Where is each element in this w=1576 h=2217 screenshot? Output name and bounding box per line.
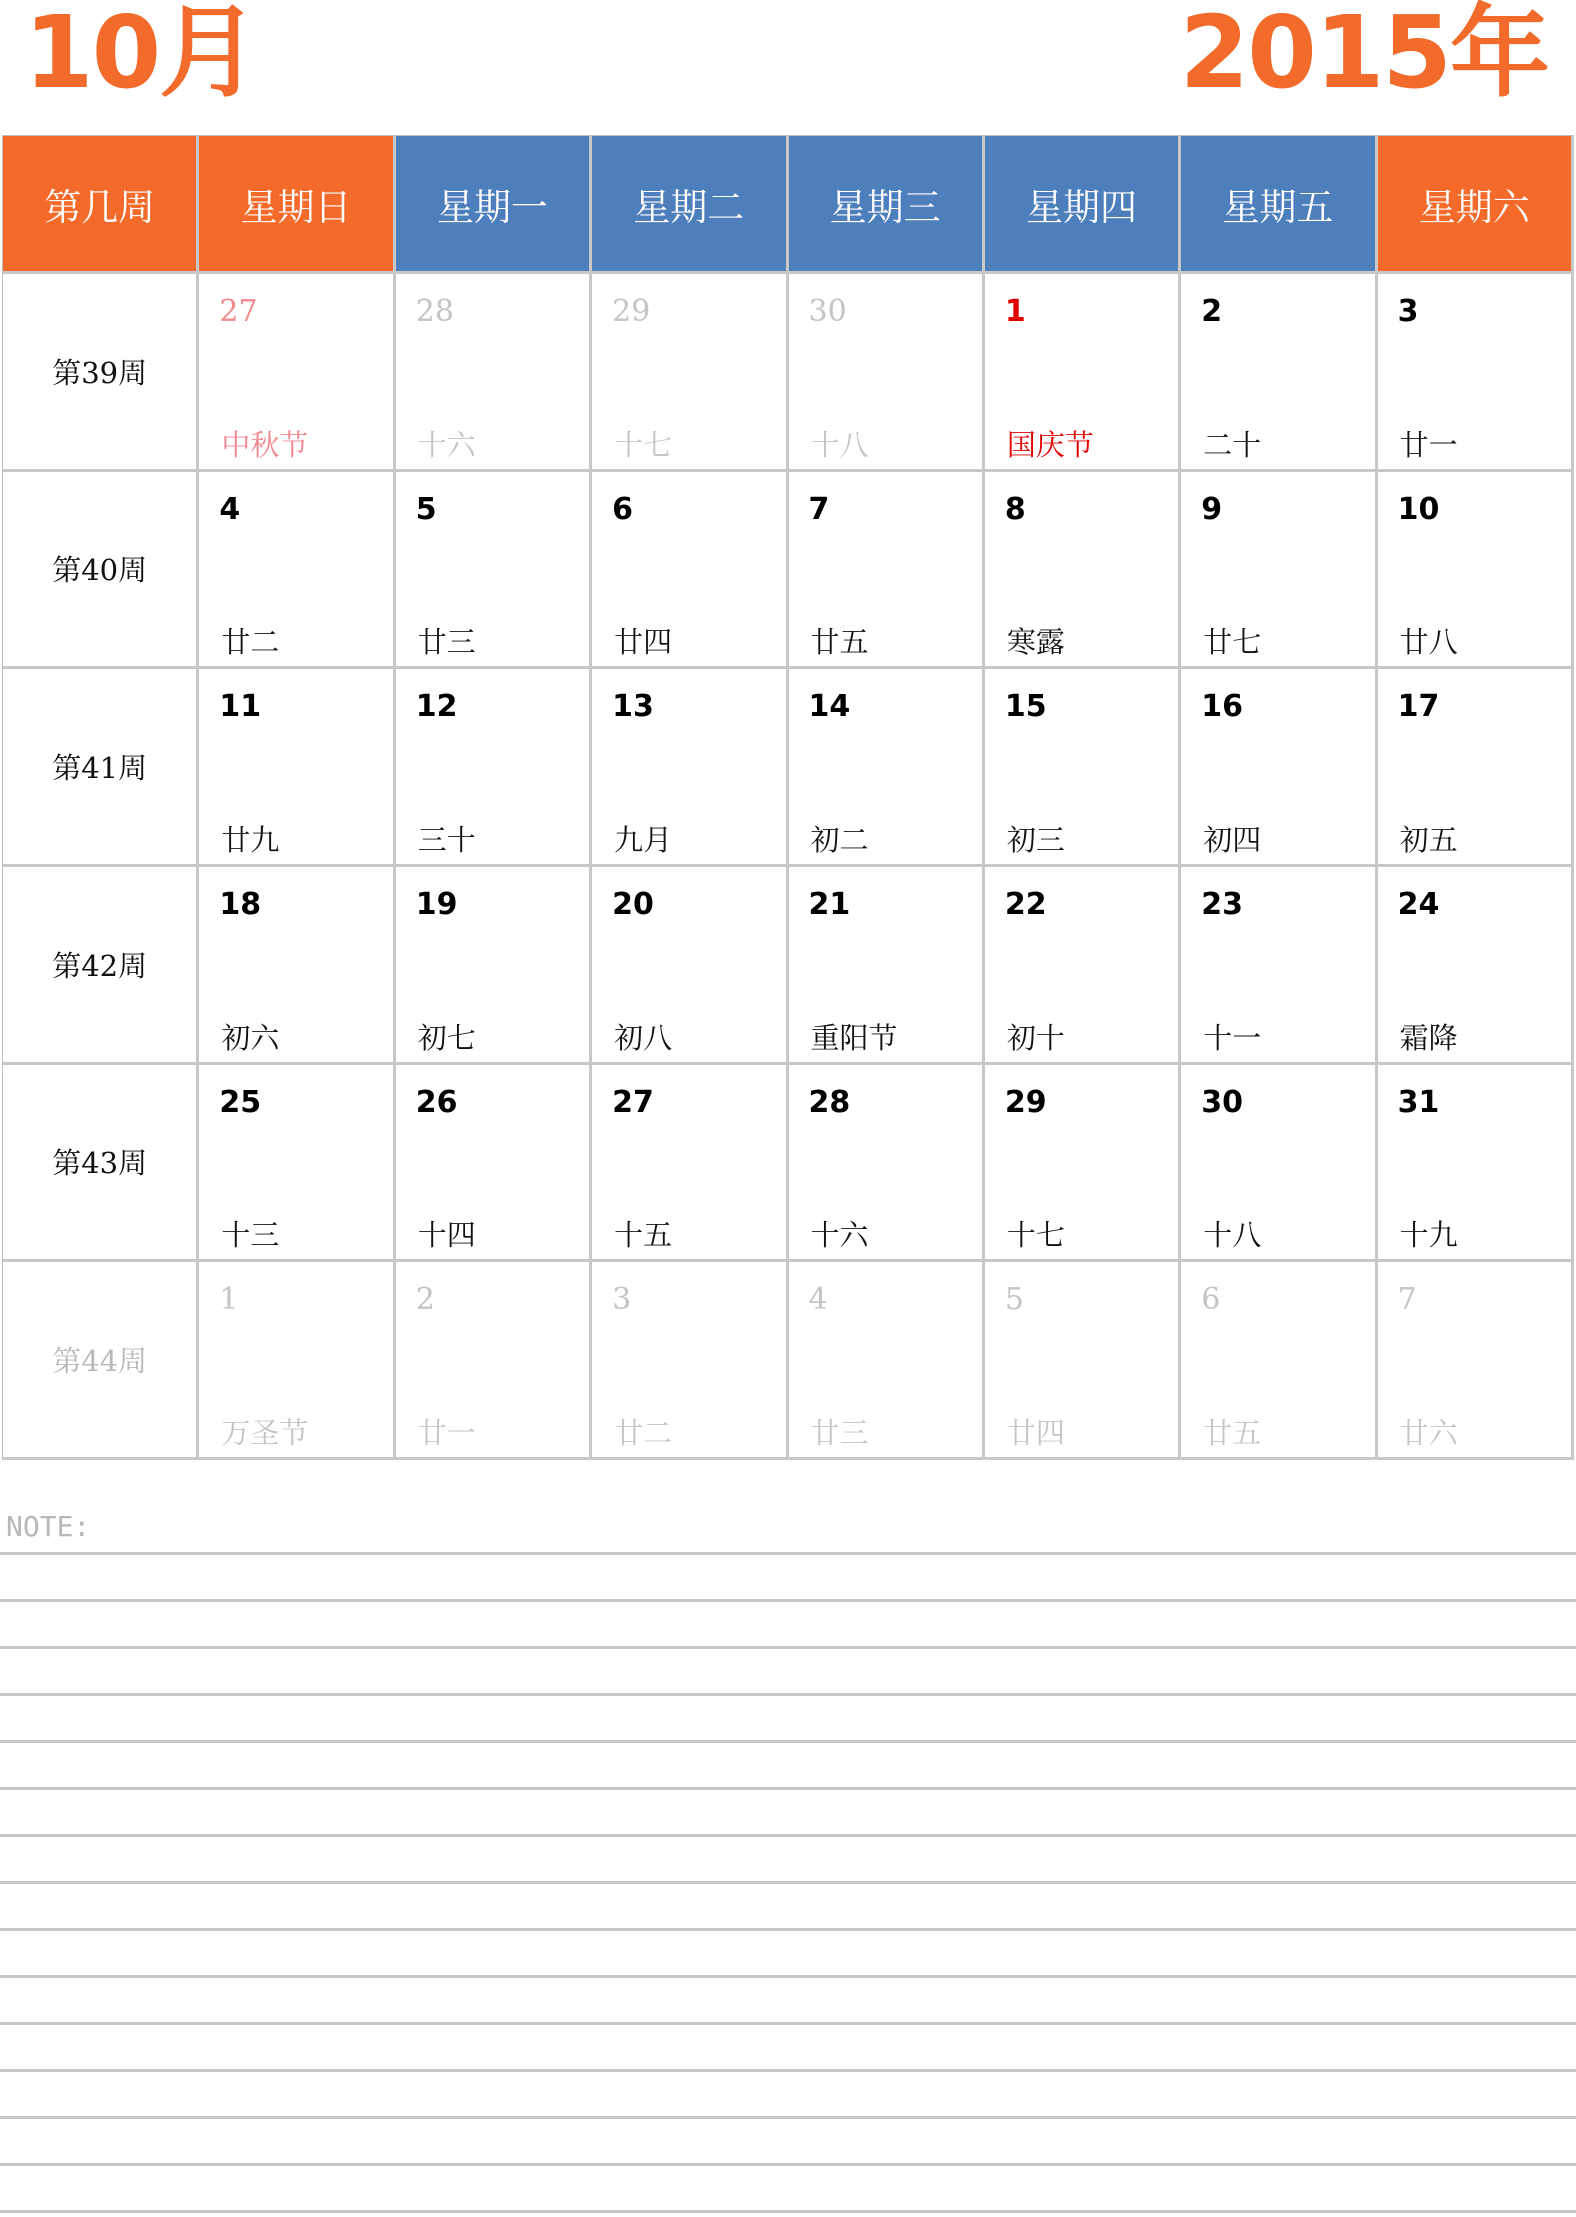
day-cell[interactable] xyxy=(592,669,788,867)
lunar-date: 初八 xyxy=(614,1020,673,1055)
day-number: 30 xyxy=(808,294,847,329)
day-number: 31 xyxy=(1397,1084,1440,1120)
lunar-date: 初七 xyxy=(417,1020,476,1055)
day-number: 8 xyxy=(1004,491,1026,527)
lunar-date: 廿五 xyxy=(1203,1416,1262,1450)
note-line xyxy=(0,1928,1576,1931)
day-cell[interactable] xyxy=(1181,274,1377,472)
day-number: 3 xyxy=(1397,294,1419,329)
day-cell[interactable] xyxy=(1378,867,1574,1065)
day-cell[interactable] xyxy=(789,472,985,670)
month-title: 10月 xyxy=(24,0,258,111)
lunar-date: 十六 xyxy=(810,1218,869,1253)
day-number: 23 xyxy=(1201,887,1243,922)
day-cell[interactable] xyxy=(1181,1065,1377,1263)
day-cell[interactable] xyxy=(789,1262,985,1460)
day-number: 18 xyxy=(219,887,262,922)
day-cell[interactable] xyxy=(789,669,985,867)
day-number: 9 xyxy=(1201,491,1223,527)
note-line xyxy=(0,2163,1576,2166)
lunar-date: 十七 xyxy=(614,427,673,462)
day-number: 19 xyxy=(415,887,458,922)
day-cell[interactable] xyxy=(789,274,985,472)
month-grid xyxy=(2,135,1574,1460)
day-cell[interactable] xyxy=(592,1065,788,1263)
day-cell[interactable] xyxy=(985,1065,1181,1263)
lunar-date: 三十 xyxy=(417,823,476,857)
lunar-date: 十八 xyxy=(1203,1218,1262,1253)
day-number: 14 xyxy=(808,689,851,725)
day-number: 30 xyxy=(1201,1084,1243,1120)
weekday-header: 星期三 xyxy=(789,136,985,274)
day-cell[interactable] xyxy=(592,274,788,472)
day-number: 13 xyxy=(612,689,654,725)
day-number: 24 xyxy=(1397,887,1440,922)
weekday-header: 星期日 xyxy=(199,136,395,274)
lunar-date: 初四 xyxy=(1203,823,1262,857)
day-number: 4 xyxy=(219,491,241,527)
lunar-date: 万圣节 xyxy=(221,1416,309,1450)
day-number: 11 xyxy=(219,689,262,725)
day-number: 25 xyxy=(219,1084,262,1120)
note-line xyxy=(0,1646,1576,1649)
note-line xyxy=(0,1599,1576,1602)
day-cell[interactable] xyxy=(1378,274,1574,472)
day-cell[interactable] xyxy=(1181,669,1377,867)
day-cell[interactable] xyxy=(592,1262,788,1460)
note-line xyxy=(0,2210,1576,2213)
day-number: 2 xyxy=(415,1282,435,1318)
day-number: 22 xyxy=(1004,887,1047,922)
lunar-date: 初十 xyxy=(1006,1020,1065,1055)
lunar-date: 廿七 xyxy=(1203,625,1262,660)
weekday-header: 星期六 xyxy=(1378,136,1574,274)
note-line xyxy=(0,2069,1576,2072)
day-cell[interactable] xyxy=(396,1262,592,1460)
lunar-date: 廿二 xyxy=(614,1416,673,1450)
week-number-header: 第几周 xyxy=(3,136,199,274)
day-cell[interactable] xyxy=(1181,1262,1377,1460)
lunar-date: 霜降 xyxy=(1399,1020,1458,1055)
note-line xyxy=(0,2116,1576,2119)
weekday-header: 星期四 xyxy=(985,136,1181,274)
day-number: 29 xyxy=(612,294,651,329)
day-cell[interactable] xyxy=(199,1065,395,1263)
day-number: 1 xyxy=(219,1282,239,1318)
lunar-date: 寒露 xyxy=(1006,625,1065,660)
weekday-header: 星期一 xyxy=(396,136,592,274)
lunar-date: 十四 xyxy=(417,1218,476,1253)
lunar-date: 廿一 xyxy=(1399,427,1458,462)
lunar-date: 重阳节 xyxy=(810,1020,898,1055)
notes-label: NOTE: xyxy=(6,1510,91,1543)
weekday-header: 星期五 xyxy=(1181,136,1377,274)
day-cell[interactable] xyxy=(199,1262,395,1460)
week-number-cell: 第41周 xyxy=(3,669,199,867)
note-line xyxy=(0,1787,1576,1790)
day-number: 17 xyxy=(1397,689,1440,725)
day-cell[interactable] xyxy=(1378,472,1574,670)
lunar-date: 二十 xyxy=(1203,427,1262,462)
day-number: 26 xyxy=(415,1084,458,1120)
day-cell[interactable] xyxy=(1181,472,1377,670)
day-number: 5 xyxy=(415,491,437,527)
day-cell[interactable] xyxy=(592,472,788,670)
lunar-date: 九月 xyxy=(614,823,673,857)
day-number: 15 xyxy=(1004,689,1047,725)
day-number: 27 xyxy=(219,294,258,329)
day-number: 7 xyxy=(1397,1282,1417,1318)
lunar-date: 廿四 xyxy=(614,625,673,660)
day-number: 20 xyxy=(612,887,654,922)
note-line xyxy=(0,1740,1576,1743)
day-number: 6 xyxy=(1201,1282,1221,1318)
lunar-date: 廿三 xyxy=(810,1416,869,1450)
day-cell[interactable] xyxy=(199,472,395,670)
note-line xyxy=(0,1834,1576,1837)
day-cell[interactable] xyxy=(1181,867,1377,1065)
lunar-date: 廿六 xyxy=(1399,1416,1458,1450)
lunar-date: 廿三 xyxy=(417,625,476,660)
note-line xyxy=(0,2022,1576,2025)
lunar-date: 初五 xyxy=(1399,823,1458,857)
day-cell[interactable] xyxy=(396,472,592,670)
day-cell[interactable] xyxy=(396,1065,592,1263)
lunar-date: 中秋节 xyxy=(221,427,309,462)
lunar-date: 初三 xyxy=(1006,823,1065,857)
day-cell[interactable] xyxy=(199,669,395,867)
year-title: 2015年 xyxy=(1179,0,1548,111)
lunar-date: 十五 xyxy=(614,1218,673,1253)
day-cell[interactable] xyxy=(789,1065,985,1263)
lunar-date: 十一 xyxy=(1203,1020,1262,1055)
note-line xyxy=(0,1881,1576,1884)
day-cell[interactable] xyxy=(1378,669,1574,867)
lunar-date: 廿八 xyxy=(1399,625,1458,660)
lunar-date: 十九 xyxy=(1399,1218,1458,1253)
lunar-date: 廿九 xyxy=(221,823,280,857)
day-number: 21 xyxy=(808,887,851,922)
day-cell[interactable] xyxy=(985,669,1181,867)
day-number: 1 xyxy=(1004,294,1026,329)
day-number: 29 xyxy=(1004,1084,1047,1120)
day-number: 12 xyxy=(415,689,458,725)
note-line xyxy=(0,1975,1576,1978)
day-number: 4 xyxy=(808,1282,828,1318)
week-number-cell: 第39周 xyxy=(3,274,199,472)
day-cell[interactable] xyxy=(396,274,592,472)
lunar-date: 十八 xyxy=(810,427,869,462)
lunar-date: 廿五 xyxy=(810,625,869,660)
week-number-cell: 第40周 xyxy=(3,472,199,670)
day-cell[interactable] xyxy=(789,867,985,1065)
lunar-date: 国庆节 xyxy=(1006,427,1094,462)
day-cell[interactable] xyxy=(199,867,395,1065)
day-cell[interactable] xyxy=(592,867,788,1065)
day-cell[interactable] xyxy=(1378,1065,1574,1263)
day-number: 2 xyxy=(1201,294,1223,329)
day-cell[interactable] xyxy=(985,472,1181,670)
note-line xyxy=(0,1693,1576,1696)
day-cell[interactable] xyxy=(199,274,395,472)
lunar-date: 初二 xyxy=(810,823,869,857)
day-number: 28 xyxy=(808,1084,851,1120)
day-cell[interactable] xyxy=(985,1262,1181,1460)
day-cell[interactable] xyxy=(1378,1262,1574,1460)
day-cell[interactable] xyxy=(985,274,1181,472)
lunar-date: 廿一 xyxy=(417,1416,476,1450)
day-number: 7 xyxy=(808,491,830,527)
week-number-cell: 第43周 xyxy=(3,1065,199,1263)
week-number-cell: 第42周 xyxy=(3,867,199,1065)
lunar-date: 廿四 xyxy=(1006,1416,1065,1450)
day-cell[interactable] xyxy=(396,867,592,1065)
day-number: 5 xyxy=(1004,1282,1024,1318)
day-number: 10 xyxy=(1397,491,1440,527)
lunar-date: 廿二 xyxy=(221,625,280,660)
day-number: 16 xyxy=(1201,689,1243,725)
day-number: 27 xyxy=(612,1084,654,1120)
lunar-date: 十六 xyxy=(417,427,476,462)
day-number: 28 xyxy=(415,294,454,329)
lunar-date: 初六 xyxy=(221,1020,280,1055)
calendar-header xyxy=(0,0,1576,135)
week-number-cell: 第44周 xyxy=(3,1262,199,1460)
day-cell[interactable] xyxy=(985,867,1181,1065)
note-line xyxy=(0,1552,1576,1555)
lunar-date: 十七 xyxy=(1006,1218,1065,1253)
weekday-header: 星期二 xyxy=(592,136,788,274)
day-number: 3 xyxy=(612,1282,632,1318)
day-cell[interactable] xyxy=(396,669,592,867)
day-number: 6 xyxy=(612,491,633,527)
lunar-date: 十三 xyxy=(221,1218,280,1253)
